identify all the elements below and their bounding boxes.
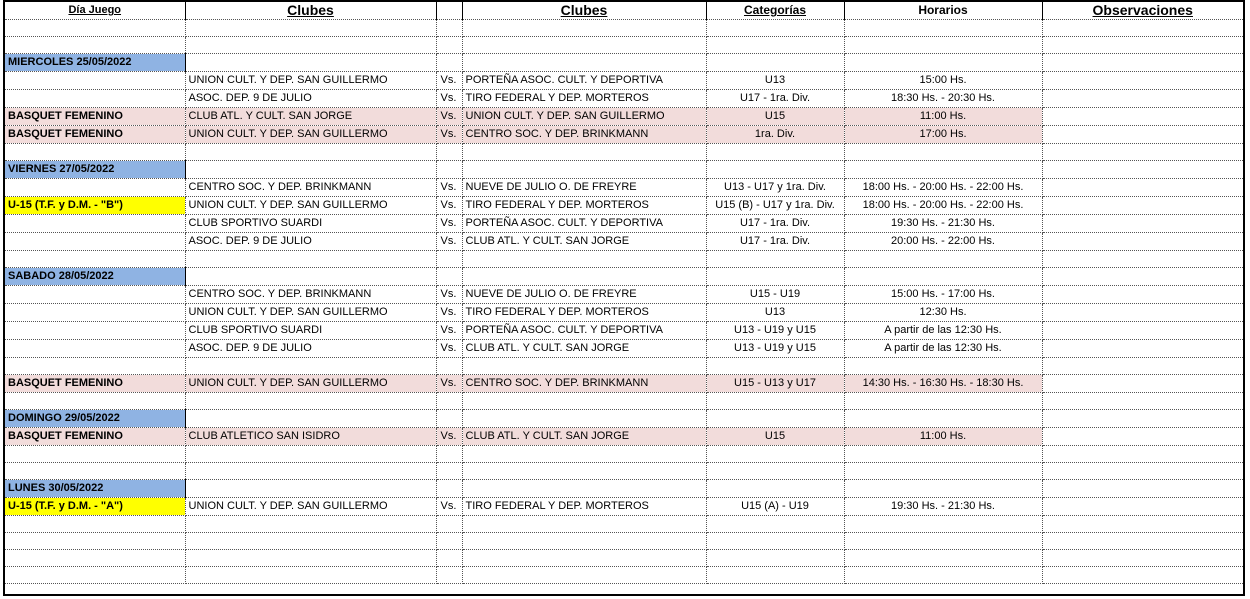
categoria: U15 - U13 y U17 xyxy=(706,375,844,393)
categoria: U17 - 1ra. Div. xyxy=(706,215,844,233)
game-tag xyxy=(5,340,185,358)
empty-cell xyxy=(844,37,1042,54)
categoria: U17 - 1ra. Div. xyxy=(706,233,844,251)
game-row xyxy=(5,197,1243,215)
vs-label: Vs. xyxy=(436,322,462,340)
horario: 18:30 Hs. - 20:30 Hs. xyxy=(844,90,1042,108)
observaciones-cell xyxy=(1042,322,1243,340)
blank-row xyxy=(5,20,1243,37)
empty-cell xyxy=(844,550,1042,567)
empty-cell xyxy=(462,446,706,463)
empty-cell xyxy=(462,567,706,584)
header-row xyxy=(5,2,1243,20)
empty-cell xyxy=(5,550,185,567)
vs-label: Vs. xyxy=(436,304,462,322)
empty-cell xyxy=(706,161,844,179)
blank-row xyxy=(5,393,1243,410)
game-tag xyxy=(5,286,185,304)
empty-cell xyxy=(844,161,1042,179)
game-tag: BASQUET FEMENINO xyxy=(5,375,185,393)
categoria: U13 xyxy=(706,72,844,90)
empty-cell xyxy=(706,54,844,72)
schedule-sheet xyxy=(3,0,1245,596)
empty-cell xyxy=(462,144,706,161)
empty-cell xyxy=(5,567,185,584)
empty-cell xyxy=(185,446,436,463)
empty-cell xyxy=(1042,37,1243,54)
empty-cell xyxy=(844,358,1042,375)
horario: 12:30 Hs. xyxy=(844,304,1042,322)
header-observaciones: Observaciones xyxy=(1042,2,1243,20)
empty-cell xyxy=(706,446,844,463)
club-local: UNION CULT. Y DEP. SAN GUILLERMO xyxy=(185,375,436,393)
vs-label: Vs. xyxy=(436,375,462,393)
header-dia-juego: Día Juego xyxy=(5,2,185,20)
empty-cell xyxy=(1042,446,1243,463)
categoria: U15 (B) - U17 y 1ra. Div. xyxy=(706,197,844,215)
empty-cell xyxy=(436,37,462,54)
game-tag: BASQUET FEMENINO xyxy=(5,108,185,126)
empty-cell xyxy=(844,480,1042,498)
club-local: CLUB ATLETICO SAN ISIDRO xyxy=(185,428,436,446)
game-tag: U-15 (T.F. y D.M. - "A") xyxy=(5,498,185,516)
game-tag xyxy=(5,322,185,340)
empty-cell xyxy=(844,516,1042,533)
empty-cell xyxy=(436,144,462,161)
categoria: U15 xyxy=(706,108,844,126)
horario: 20:00 Hs. - 22:00 Hs. xyxy=(844,233,1042,251)
empty-cell xyxy=(844,20,1042,37)
club-local: ASOC. DEP. 9 DE JULIO xyxy=(185,90,436,108)
empty-cell xyxy=(1042,54,1243,72)
empty-cell xyxy=(5,393,185,410)
vs-label: Vs. xyxy=(436,72,462,90)
club-visita: PORTEÑA ASOC. CULT. Y DEPORTIVA xyxy=(462,72,706,90)
game-row xyxy=(5,428,1243,446)
vs-label: Vs. xyxy=(436,215,462,233)
game-row xyxy=(5,108,1243,126)
empty-cell xyxy=(5,516,185,533)
empty-cell xyxy=(1042,144,1243,161)
empty-cell xyxy=(462,516,706,533)
observaciones-cell xyxy=(1042,179,1243,197)
horario: 11:00 Hs. xyxy=(844,428,1042,446)
empty-cell xyxy=(185,358,436,375)
club-visita: CENTRO SOC. Y DEP. BRINKMANN xyxy=(462,375,706,393)
day-header-row xyxy=(5,410,1243,428)
categoria: U15 (A) - U19 xyxy=(706,498,844,516)
game-tag xyxy=(5,179,185,197)
day-header-row xyxy=(5,480,1243,498)
empty-cell xyxy=(844,463,1042,480)
empty-cell xyxy=(1042,20,1243,37)
empty-cell xyxy=(185,20,436,37)
empty-cell xyxy=(185,37,436,54)
club-visita: TIRO FEDERAL Y DEP. MORTEROS xyxy=(462,498,706,516)
empty-cell xyxy=(1042,567,1243,584)
club-visita: UNION CULT. Y DEP. SAN GUILLERMO xyxy=(462,108,706,126)
horario: 15:00 Hs. xyxy=(844,72,1042,90)
club-local: CENTRO SOC. Y DEP. BRINKMANN xyxy=(185,286,436,304)
blank-row xyxy=(5,463,1243,480)
empty-cell xyxy=(462,37,706,54)
empty-cell xyxy=(436,567,462,584)
empty-cell xyxy=(5,533,185,550)
empty-cell xyxy=(462,54,706,72)
empty-cell xyxy=(1042,251,1243,268)
horario: A partir de las 12:30 Hs. xyxy=(844,340,1042,358)
empty-cell xyxy=(462,161,706,179)
horario: A partir de las 12:30 Hs. xyxy=(844,322,1042,340)
empty-cell xyxy=(844,54,1042,72)
empty-cell xyxy=(706,533,844,550)
horario: 11:00 Hs. xyxy=(844,108,1042,126)
empty-cell xyxy=(706,37,844,54)
empty-cell xyxy=(844,268,1042,286)
game-tag xyxy=(5,215,185,233)
empty-cell xyxy=(706,480,844,498)
empty-cell xyxy=(706,251,844,268)
empty-cell xyxy=(844,567,1042,584)
header-vs-col xyxy=(436,2,462,20)
vs-label: Vs. xyxy=(436,126,462,144)
vs-label: Vs. xyxy=(436,108,462,126)
categoria: U13 - U19 y U15 xyxy=(706,340,844,358)
header-clubes-local: Clubes xyxy=(185,2,436,20)
horario: 18:00 Hs. - 20:00 Hs. - 22:00 Hs. xyxy=(844,197,1042,215)
game-tag: BASQUET FEMENINO xyxy=(5,126,185,144)
empty-cell xyxy=(462,550,706,567)
day-label: DOMINGO 29/05/2022 xyxy=(5,410,185,428)
day-label: SABADO 28/05/2022 xyxy=(5,268,185,286)
club-visita: NUEVE DE JULIO O. DE FREYRE xyxy=(462,286,706,304)
empty-cell xyxy=(185,463,436,480)
vs-label: Vs. xyxy=(436,197,462,215)
empty-cell xyxy=(1042,463,1243,480)
empty-cell xyxy=(462,480,706,498)
empty-cell xyxy=(462,268,706,286)
blank-row xyxy=(5,446,1243,463)
empty-cell xyxy=(5,446,185,463)
empty-cell xyxy=(706,567,844,584)
day-label: LUNES 30/05/2022 xyxy=(5,480,185,498)
game-row xyxy=(5,286,1243,304)
observaciones-cell xyxy=(1042,375,1243,393)
empty-cell xyxy=(5,144,185,161)
empty-cell xyxy=(185,410,436,428)
empty-cell xyxy=(706,20,844,37)
game-row xyxy=(5,322,1243,340)
categoria: U13 xyxy=(706,304,844,322)
empty-cell xyxy=(1042,268,1243,286)
empty-cell xyxy=(436,393,462,410)
empty-cell xyxy=(5,20,185,37)
empty-cell xyxy=(185,567,436,584)
club-visita: CLUB ATL. Y CULT. SAN JORGE xyxy=(462,428,706,446)
day-label: MIERCOLES 25/05/2022 xyxy=(5,54,185,72)
game-row xyxy=(5,233,1243,251)
vs-label: Vs. xyxy=(436,428,462,446)
empty-cell xyxy=(706,144,844,161)
horario: 18:00 Hs. - 20:00 Hs. - 22:00 Hs. xyxy=(844,179,1042,197)
empty-cell xyxy=(185,251,436,268)
empty-cell xyxy=(436,268,462,286)
empty-cell xyxy=(706,393,844,410)
club-local: UNION CULT. Y DEP. SAN GUILLERMO xyxy=(185,498,436,516)
empty-cell xyxy=(185,480,436,498)
game-row xyxy=(5,304,1243,322)
observaciones-cell xyxy=(1042,304,1243,322)
club-local: CENTRO SOC. Y DEP. BRINKMANN xyxy=(185,179,436,197)
empty-cell xyxy=(436,410,462,428)
horario: 19:30 Hs. - 21:30 Hs. xyxy=(844,215,1042,233)
empty-cell xyxy=(185,268,436,286)
empty-cell xyxy=(436,550,462,567)
empty-cell xyxy=(706,550,844,567)
club-visita: CENTRO SOC. Y DEP. BRINKMANN xyxy=(462,126,706,144)
horario: 17:00 Hs. xyxy=(844,126,1042,144)
club-visita: TIRO FEDERAL Y DEP. MORTEROS xyxy=(462,197,706,215)
club-local: UNION CULT. Y DEP. SAN GUILLERMO xyxy=(185,126,436,144)
blank-row xyxy=(5,144,1243,161)
empty-cell xyxy=(436,358,462,375)
empty-cell xyxy=(462,358,706,375)
empty-cell xyxy=(844,393,1042,410)
club-local: UNION CULT. Y DEP. SAN GUILLERMO xyxy=(185,72,436,90)
empty-cell xyxy=(436,533,462,550)
empty-cell xyxy=(706,410,844,428)
club-local: ASOC. DEP. 9 DE JULIO xyxy=(185,340,436,358)
club-visita: NUEVE DE JULIO O. DE FREYRE xyxy=(462,179,706,197)
observaciones-cell xyxy=(1042,108,1243,126)
empty-cell xyxy=(1042,533,1243,550)
day-label: VIERNES 27/05/2022 xyxy=(5,161,185,179)
empty-cell xyxy=(1042,410,1243,428)
club-visita: TIRO FEDERAL Y DEP. MORTEROS xyxy=(462,90,706,108)
empty-cell xyxy=(5,37,185,54)
empty-cell xyxy=(436,20,462,37)
observaciones-cell xyxy=(1042,498,1243,516)
club-local: CLUB SPORTIVO SUARDI xyxy=(185,215,436,233)
empty-cell xyxy=(1042,480,1243,498)
empty-cell xyxy=(844,410,1042,428)
header-clubes-visita: Clubes xyxy=(462,2,706,20)
observaciones-cell xyxy=(1042,72,1243,90)
game-tag xyxy=(5,304,185,322)
empty-cell xyxy=(1042,393,1243,410)
empty-cell xyxy=(436,463,462,480)
empty-cell xyxy=(5,251,185,268)
blank-row xyxy=(5,251,1243,268)
header-horarios: Horarios xyxy=(844,2,1042,20)
vs-label: Vs. xyxy=(436,286,462,304)
game-row xyxy=(5,340,1243,358)
club-visita: TIRO FEDERAL Y DEP. MORTEROS xyxy=(462,304,706,322)
categoria: U15 xyxy=(706,428,844,446)
club-local: CLUB ATL. Y CULT. SAN JORGE xyxy=(185,108,436,126)
game-row xyxy=(5,498,1243,516)
vs-label: Vs. xyxy=(436,179,462,197)
observaciones-cell xyxy=(1042,90,1243,108)
club-local: CLUB SPORTIVO SUARDI xyxy=(185,322,436,340)
empty-cell xyxy=(436,251,462,268)
horario: 19:30 Hs. - 21:30 Hs. xyxy=(844,498,1042,516)
game-row xyxy=(5,90,1243,108)
empty-cell xyxy=(844,533,1042,550)
empty-cell xyxy=(436,516,462,533)
club-visita: CLUB ATL. Y CULT. SAN JORGE xyxy=(462,340,706,358)
game-tag: BASQUET FEMENINO xyxy=(5,428,185,446)
horario: 15:00 Hs. - 17:00 Hs. xyxy=(844,286,1042,304)
empty-cell xyxy=(844,251,1042,268)
empty-cell xyxy=(1042,516,1243,533)
empty-cell xyxy=(436,54,462,72)
blank-row xyxy=(5,516,1243,533)
vs-label: Vs. xyxy=(436,498,462,516)
vs-label: Vs. xyxy=(436,233,462,251)
empty-cell xyxy=(1042,161,1243,179)
game-tag xyxy=(5,233,185,251)
empty-cell xyxy=(185,516,436,533)
vs-label: Vs. xyxy=(436,340,462,358)
game-tag xyxy=(5,90,185,108)
empty-cell xyxy=(185,161,436,179)
schedule-table xyxy=(5,2,1243,584)
club-visita: PORTEÑA ASOC. CULT. Y DEPORTIVA xyxy=(462,322,706,340)
empty-cell xyxy=(436,446,462,463)
blank-row xyxy=(5,567,1243,584)
empty-cell xyxy=(462,410,706,428)
day-header-row xyxy=(5,268,1243,286)
empty-cell xyxy=(462,533,706,550)
empty-cell xyxy=(436,480,462,498)
day-header-row xyxy=(5,161,1243,179)
observaciones-cell xyxy=(1042,340,1243,358)
game-row xyxy=(5,126,1243,144)
club-local: UNION CULT. Y DEP. SAN GUILLERMO xyxy=(185,304,436,322)
empty-cell xyxy=(844,446,1042,463)
empty-cell xyxy=(462,393,706,410)
game-tag xyxy=(5,72,185,90)
empty-cell xyxy=(1042,358,1243,375)
categoria: U17 - 1ra. Div. xyxy=(706,90,844,108)
blank-row xyxy=(5,550,1243,567)
observaciones-cell xyxy=(1042,233,1243,251)
header-categorias: Categorías xyxy=(706,2,844,20)
empty-cell xyxy=(1042,550,1243,567)
categoria: U13 - U19 y U15 xyxy=(706,322,844,340)
empty-cell xyxy=(844,144,1042,161)
vs-label: Vs. xyxy=(436,90,462,108)
empty-cell xyxy=(436,161,462,179)
empty-cell xyxy=(462,251,706,268)
club-local: ASOC. DEP. 9 DE JULIO xyxy=(185,233,436,251)
empty-cell xyxy=(5,463,185,480)
empty-cell xyxy=(185,550,436,567)
empty-cell xyxy=(706,358,844,375)
club-visita: PORTEÑA ASOC. CULT. Y DEPORTIVA xyxy=(462,215,706,233)
empty-cell xyxy=(706,463,844,480)
observaciones-cell xyxy=(1042,215,1243,233)
club-local: UNION CULT. Y DEP. SAN GUILLERMO xyxy=(185,197,436,215)
empty-cell xyxy=(185,393,436,410)
categoria: U13 - U17 y 1ra. Div. xyxy=(706,179,844,197)
empty-cell xyxy=(462,20,706,37)
observaciones-cell xyxy=(1042,286,1243,304)
empty-cell xyxy=(185,533,436,550)
empty-cell xyxy=(462,463,706,480)
observaciones-cell xyxy=(1042,197,1243,215)
observaciones-cell xyxy=(1042,126,1243,144)
game-row xyxy=(5,215,1243,233)
empty-cell xyxy=(706,268,844,286)
club-visita: CLUB ATL. Y CULT. SAN JORGE xyxy=(462,233,706,251)
empty-cell xyxy=(185,144,436,161)
game-row xyxy=(5,72,1243,90)
game-row xyxy=(5,375,1243,393)
blank-row xyxy=(5,533,1243,550)
categoria: U15 - U19 xyxy=(706,286,844,304)
horario: 14:30 Hs. - 16:30 Hs. - 18:30 Hs. xyxy=(844,375,1042,393)
observaciones-cell xyxy=(1042,428,1243,446)
empty-cell xyxy=(5,358,185,375)
empty-cell xyxy=(185,54,436,72)
blank-row xyxy=(5,358,1243,375)
day-header-row xyxy=(5,54,1243,72)
empty-cell xyxy=(706,516,844,533)
game-row xyxy=(5,179,1243,197)
game-tag: U-15 (T.F. y D.M. - "B") xyxy=(5,197,185,215)
blank-row xyxy=(5,37,1243,54)
categoria: 1ra. Div. xyxy=(706,126,844,144)
